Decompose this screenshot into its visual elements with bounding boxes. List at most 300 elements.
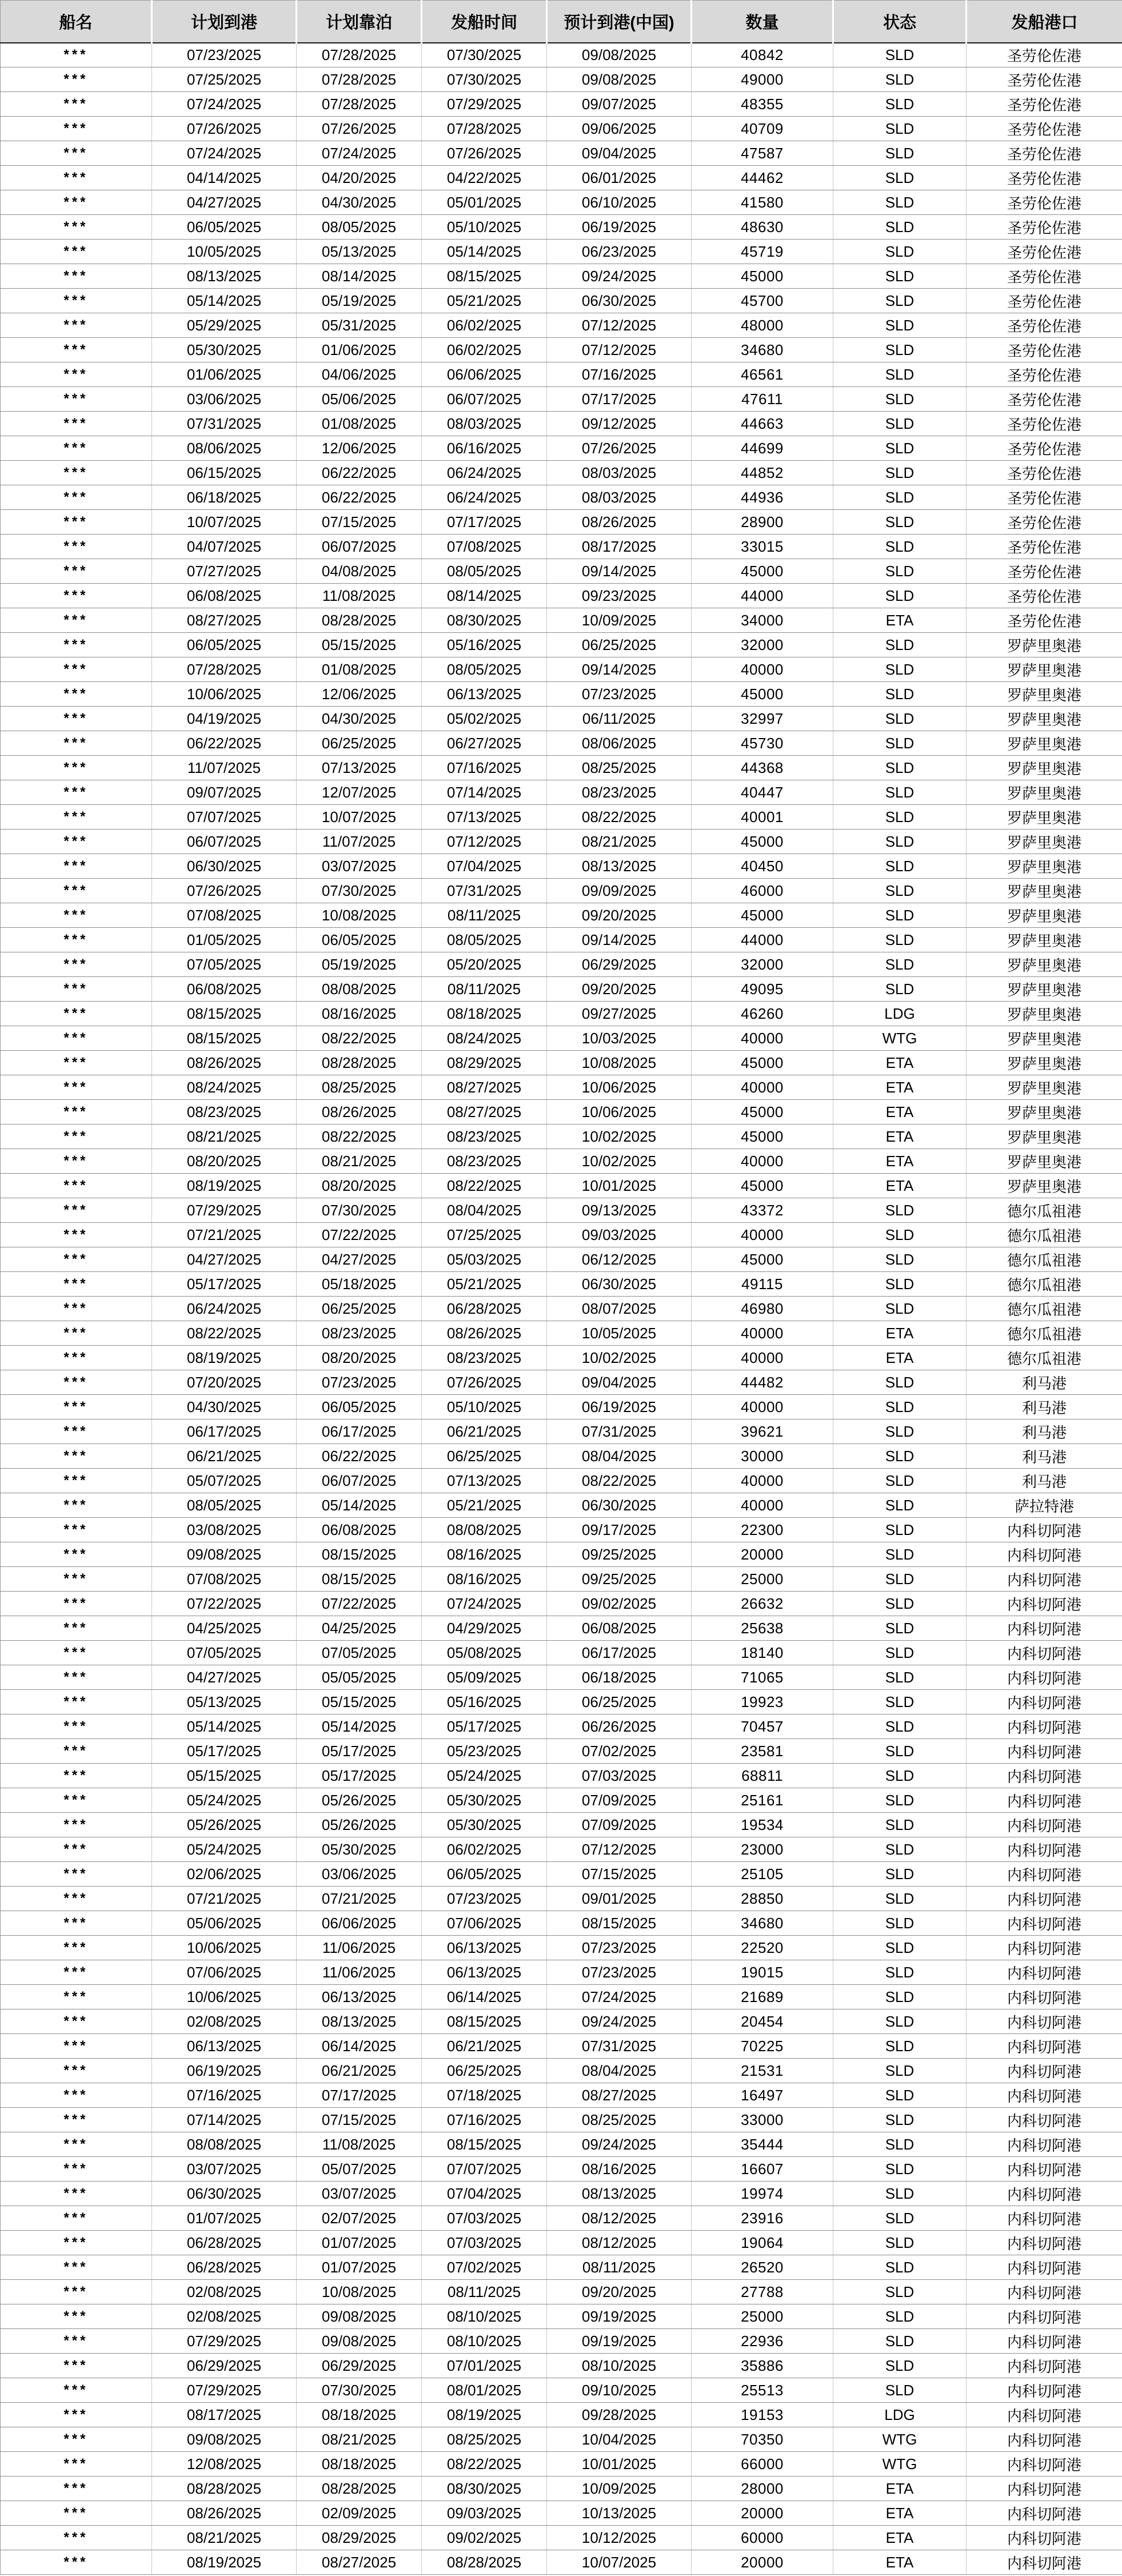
cell-departure-port: 罗萨里奥港: [967, 731, 1122, 756]
cell-departure-time: 05/24/2025: [422, 1764, 547, 1788]
cell-planned-berth: 04/25/2025: [297, 1616, 422, 1641]
cell-quantity: 34680: [692, 1911, 833, 1936]
cell-eta-china: 10/02/2025: [547, 1124, 692, 1149]
cell-ship-name-masked: ***: [1, 2083, 152, 2108]
cell-departure-port: 圣劳伦佐港: [967, 141, 1122, 166]
cell-eta-china: 09/19/2025: [547, 2304, 692, 2329]
cell-eta-china: 06/17/2025: [547, 1641, 692, 1665]
table-row: [1, 1223, 1122, 1247]
cell-planned-berth: 04/30/2025: [297, 707, 422, 731]
table-row: [1, 1518, 1122, 1542]
cell-eta-china: 09/24/2025: [547, 2132, 692, 2157]
table-row: [1, 387, 1122, 412]
cell-planned-berth: 06/05/2025: [297, 928, 422, 952]
cell-ship-name-masked: ***: [1, 215, 152, 240]
cell-ship-name-masked: ***: [1, 535, 152, 559]
cell-eta-china: 10/08/2025: [547, 1051, 692, 1075]
cell-planned-arrival: 07/05/2025: [152, 1641, 297, 1665]
cell-eta-china: 10/02/2025: [547, 1149, 692, 1174]
cell-ship-name-masked: ***: [1, 1370, 152, 1395]
cell-departure-time: 08/28/2025: [422, 2550, 547, 2575]
cell-quantity: 40000: [692, 1469, 833, 1493]
cell-status: SLD: [833, 1444, 967, 1469]
cell-departure-port: 圣劳伦佐港: [967, 535, 1122, 559]
cell-status: SLD: [833, 977, 967, 1002]
cell-planned-arrival: 07/29/2025: [152, 1198, 297, 1223]
cell-planned-arrival: 05/17/2025: [152, 1739, 297, 1764]
cell-eta-china: 09/24/2025: [547, 264, 692, 289]
cell-planned-arrival: 04/19/2025: [152, 707, 297, 731]
cell-ship-name-masked: ***: [1, 43, 152, 67]
cell-status: SLD: [833, 1764, 967, 1788]
cell-departure-port: 德尔瓜祖港: [967, 1346, 1122, 1370]
cell-departure-port: 内科切阿港: [967, 2501, 1122, 2526]
cell-planned-berth: 12/07/2025: [297, 780, 422, 805]
cell-departure-port: 罗萨里奥港: [967, 707, 1122, 731]
cell-eta-china: 08/25/2025: [547, 2108, 692, 2132]
cell-quantity: 46561: [692, 362, 833, 387]
cell-planned-berth: 08/28/2025: [297, 608, 422, 633]
cell-ship-name-masked: ***: [1, 2157, 152, 2182]
column-header-planned-berth: 计划靠泊: [297, 1, 422, 43]
cell-departure-port: 罗萨里奥港: [967, 977, 1122, 1002]
cell-planned-berth: 06/08/2025: [297, 1518, 422, 1542]
cell-departure-time: 05/21/2025: [422, 1493, 547, 1518]
cell-departure-time: 07/04/2025: [422, 854, 547, 879]
cell-planned-arrival: 01/06/2025: [152, 362, 297, 387]
table-row: [1, 436, 1122, 461]
cell-quantity: 40001: [692, 805, 833, 830]
cell-planned-arrival: 08/27/2025: [152, 608, 297, 633]
cell-quantity: 25161: [692, 1788, 833, 1813]
cell-status: SLD: [833, 584, 967, 608]
cell-departure-time: 08/05/2025: [422, 928, 547, 952]
cell-eta-china: 08/12/2025: [547, 2206, 692, 2231]
cell-status: SLD: [833, 92, 967, 117]
table-row: [1, 1272, 1122, 1297]
cell-departure-time: 06/25/2025: [422, 1444, 547, 1469]
cell-planned-berth: 07/28/2025: [297, 92, 422, 117]
cell-departure-port: 内科切阿港: [967, 2255, 1122, 2280]
cell-ship-name-masked: ***: [1, 436, 152, 461]
cell-departure-time: 06/14/2025: [422, 1985, 547, 2009]
cell-status: SLD: [833, 657, 967, 682]
cell-quantity: 21531: [692, 2059, 833, 2083]
cell-status: SLD: [833, 2206, 967, 2231]
cell-departure-time: 05/14/2025: [422, 240, 547, 264]
cell-departure-port: 内科切阿港: [967, 2378, 1122, 2403]
cell-ship-name-masked: ***: [1, 1518, 152, 1542]
cell-departure-time: 08/29/2025: [422, 1051, 547, 1075]
cell-status: SLD: [833, 2108, 967, 2132]
cell-planned-berth: 07/22/2025: [297, 1223, 422, 1247]
cell-quantity: 44482: [692, 1370, 833, 1395]
cell-planned-berth: 08/25/2025: [297, 1075, 422, 1100]
cell-planned-berth: 08/14/2025: [297, 264, 422, 289]
cell-departure-time: 08/10/2025: [422, 2304, 547, 2329]
cell-planned-berth: 12/06/2025: [297, 436, 422, 461]
cell-eta-china: 07/12/2025: [547, 338, 692, 362]
table-row: [1, 1370, 1122, 1395]
cell-planned-arrival: 08/23/2025: [152, 1100, 297, 1124]
cell-ship-name-masked: ***: [1, 1862, 152, 1887]
cell-departure-port: 利马港: [967, 1419, 1122, 1444]
cell-planned-arrival: 06/07/2025: [152, 830, 297, 854]
cell-planned-berth: 05/19/2025: [297, 952, 422, 977]
cell-planned-arrival: 02/08/2025: [152, 2009, 297, 2034]
cell-departure-port: 内科切阿港: [967, 2182, 1122, 2206]
cell-eta-china: 08/26/2025: [547, 510, 692, 535]
cell-ship-name-masked: ***: [1, 2182, 152, 2206]
cell-status: SLD: [833, 43, 967, 67]
cell-eta-china: 09/12/2025: [547, 412, 692, 436]
cell-quantity: 44000: [692, 928, 833, 952]
cell-status: SLD: [833, 510, 967, 535]
cell-status: ETA: [833, 1174, 967, 1198]
table-row: [1, 1887, 1122, 1911]
cell-departure-port: 内科切阿港: [967, 2354, 1122, 2378]
cell-planned-arrival: 08/20/2025: [152, 1149, 297, 1174]
table-body: [1, 43, 1122, 2575]
cell-planned-arrival: 01/07/2025: [152, 2206, 297, 2231]
cell-departure-port: 罗萨里奥港: [967, 780, 1122, 805]
cell-quantity: 49000: [692, 67, 833, 92]
cell-planned-berth: 06/07/2025: [297, 535, 422, 559]
cell-departure-time: 09/02/2025: [422, 2526, 547, 2550]
table-row: [1, 117, 1122, 141]
table-row: [1, 731, 1122, 756]
cell-eta-china: 09/28/2025: [547, 2403, 692, 2427]
cell-status: WTG: [833, 1026, 967, 1051]
cell-planned-arrival: 07/16/2025: [152, 2083, 297, 2108]
cell-departure-time: 08/08/2025: [422, 1518, 547, 1542]
table-row: [1, 2059, 1122, 2083]
cell-planned-berth: 12/06/2025: [297, 682, 422, 707]
table-row: [1, 2354, 1122, 2378]
cell-quantity: 45700: [692, 289, 833, 313]
cell-status: SLD: [833, 854, 967, 879]
cell-quantity: 44699: [692, 436, 833, 461]
cell-ship-name-masked: ***: [1, 1124, 152, 1149]
cell-quantity: 46260: [692, 1002, 833, 1026]
cell-departure-time: 05/01/2025: [422, 190, 547, 215]
cell-status: SLD: [833, 1641, 967, 1665]
cell-ship-name-masked: ***: [1, 264, 152, 289]
cell-quantity: 40000: [692, 1075, 833, 1100]
cell-quantity: 23000: [692, 1837, 833, 1862]
cell-eta-china: 07/02/2025: [547, 1739, 692, 1764]
cell-departure-time: 08/26/2025: [422, 1321, 547, 1346]
cell-departure-time: 07/08/2025: [422, 535, 547, 559]
table-row: [1, 190, 1122, 215]
cell-planned-arrival: 07/08/2025: [152, 903, 297, 928]
cell-departure-port: 内科切阿港: [967, 1887, 1122, 1911]
cell-eta-china: 09/02/2025: [547, 1592, 692, 1616]
cell-quantity: 22300: [692, 1518, 833, 1542]
cell-status: SLD: [833, 1739, 967, 1764]
cell-departure-time: 08/11/2025: [422, 977, 547, 1002]
cell-planned-berth: 02/09/2025: [297, 2501, 422, 2526]
cell-quantity: 25000: [692, 1567, 833, 1592]
cell-planned-berth: 04/06/2025: [297, 362, 422, 387]
cell-planned-arrival: 08/26/2025: [152, 2501, 297, 2526]
cell-ship-name-masked: ***: [1, 313, 152, 338]
cell-quantity: 68811: [692, 1764, 833, 1788]
cell-planned-arrival: 07/22/2025: [152, 1592, 297, 1616]
cell-departure-port: 圣劳伦佐港: [967, 436, 1122, 461]
cell-ship-name-masked: ***: [1, 67, 152, 92]
cell-planned-berth: 05/18/2025: [297, 1272, 422, 1297]
cell-ship-name-masked: ***: [1, 903, 152, 928]
cell-planned-berth: 07/13/2025: [297, 756, 422, 780]
table-row: [1, 1960, 1122, 1985]
cell-status: SLD: [833, 1985, 967, 2009]
cell-planned-berth: 05/19/2025: [297, 289, 422, 313]
cell-departure-port: 罗萨里奥港: [967, 928, 1122, 952]
table-row: [1, 1567, 1122, 1592]
table-row: [1, 264, 1122, 289]
cell-planned-berth: 08/23/2025: [297, 1321, 422, 1346]
cell-planned-arrival: 10/06/2025: [152, 682, 297, 707]
cell-planned-arrival: 08/19/2025: [152, 1346, 297, 1370]
cell-ship-name-masked: ***: [1, 1665, 152, 1690]
cell-departure-time: 07/12/2025: [422, 830, 547, 854]
cell-quantity: 40000: [692, 1026, 833, 1051]
cell-quantity: 25638: [692, 1616, 833, 1641]
cell-eta-china: 06/26/2025: [547, 1714, 692, 1739]
cell-ship-name-masked: ***: [1, 141, 152, 166]
cell-ship-name-masked: ***: [1, 1247, 152, 1272]
cell-status: ETA: [833, 1346, 967, 1370]
table-row: [1, 535, 1122, 559]
cell-departure-time: 06/13/2025: [422, 682, 547, 707]
cell-eta-china: 09/25/2025: [547, 1542, 692, 1567]
cell-status: SLD: [833, 633, 967, 657]
cell-ship-name-masked: ***: [1, 240, 152, 264]
cell-quantity: 70457: [692, 1714, 833, 1739]
cell-planned-berth: 11/06/2025: [297, 1936, 422, 1960]
cell-quantity: 40842: [692, 43, 833, 67]
cell-quantity: 45000: [692, 1100, 833, 1124]
cell-eta-china: 08/27/2025: [547, 2083, 692, 2108]
cell-planned-arrival: 05/29/2025: [152, 313, 297, 338]
cell-eta-china: 08/22/2025: [547, 1469, 692, 1493]
table-row: [1, 289, 1122, 313]
cell-quantity: 23916: [692, 2206, 833, 2231]
cell-planned-berth: 06/13/2025: [297, 1985, 422, 2009]
cell-departure-port: 内科切阿港: [967, 2477, 1122, 2501]
cell-planned-arrival: 08/13/2025: [152, 264, 297, 289]
cell-ship-name-masked: ***: [1, 2231, 152, 2255]
cell-status: SLD: [833, 1518, 967, 1542]
cell-eta-china: 09/20/2025: [547, 2280, 692, 2304]
cell-planned-arrival: 07/05/2025: [152, 952, 297, 977]
table-row: [1, 1419, 1122, 1444]
cell-planned-berth: 03/07/2025: [297, 2182, 422, 2206]
cell-planned-arrival: 06/28/2025: [152, 2231, 297, 2255]
cell-departure-port: 罗萨里奥港: [967, 1075, 1122, 1100]
table-row: [1, 1051, 1122, 1075]
cell-departure-port: 罗萨里奥港: [967, 1174, 1122, 1198]
column-header-planned-arrival: 计划到港: [152, 1, 297, 43]
cell-departure-time: 08/14/2025: [422, 584, 547, 608]
cell-quantity: 33000: [692, 2108, 833, 2132]
table-row: [1, 1469, 1122, 1493]
cell-departure-time: 06/24/2025: [422, 485, 547, 510]
cell-planned-arrival: 06/29/2025: [152, 2354, 297, 2378]
cell-ship-name-masked: ***: [1, 510, 152, 535]
column-header-ship-name: 船名: [1, 1, 152, 43]
cell-planned-berth: 09/08/2025: [297, 2304, 422, 2329]
cell-eta-china: 07/16/2025: [547, 362, 692, 387]
cell-ship-name-masked: ***: [1, 707, 152, 731]
cell-quantity: 20454: [692, 2009, 833, 2034]
cell-departure-port: 圣劳伦佐港: [967, 608, 1122, 633]
cell-planned-arrival: 07/29/2025: [152, 2329, 297, 2354]
cell-departure-port: 内科切阿港: [967, 2009, 1122, 2034]
cell-planned-arrival: 01/05/2025: [152, 928, 297, 952]
table-row: [1, 903, 1122, 928]
cell-departure-port: 圣劳伦佐港: [967, 559, 1122, 584]
cell-quantity: 45000: [692, 1174, 833, 1198]
cell-ship-name-masked: ***: [1, 1690, 152, 1714]
cell-departure-time: 05/08/2025: [422, 1641, 547, 1665]
cell-departure-port: 内科切阿港: [967, 2329, 1122, 2354]
cell-departure-port: 圣劳伦佐港: [967, 584, 1122, 608]
cell-eta-china: 09/04/2025: [547, 141, 692, 166]
cell-ship-name-masked: ***: [1, 2329, 152, 2354]
cell-ship-name-masked: ***: [1, 879, 152, 903]
cell-planned-berth: 08/27/2025: [297, 2550, 422, 2575]
cell-status: SLD: [833, 1960, 967, 1985]
cell-planned-arrival: 06/19/2025: [152, 2059, 297, 2083]
table-row: [1, 215, 1122, 240]
cell-departure-port: 圣劳伦佐港: [967, 510, 1122, 535]
cell-departure-time: 08/24/2025: [422, 1026, 547, 1051]
cell-planned-berth: 04/30/2025: [297, 190, 422, 215]
cell-ship-name-masked: ***: [1, 2206, 152, 2231]
cell-departure-port: 罗萨里奥港: [967, 1051, 1122, 1075]
cell-ship-name-masked: ***: [1, 1444, 152, 1469]
cell-departure-port: 圣劳伦佐港: [967, 485, 1122, 510]
cell-planned-arrival: 04/27/2025: [152, 1665, 297, 1690]
cell-eta-china: 10/06/2025: [547, 1075, 692, 1100]
cell-status: WTG: [833, 2427, 967, 2452]
cell-departure-time: 07/16/2025: [422, 756, 547, 780]
cell-ship-name-masked: ***: [1, 1419, 152, 1444]
cell-departure-port: 内科切阿港: [967, 1592, 1122, 1616]
cell-departure-port: 德尔瓜祖港: [967, 1272, 1122, 1297]
cell-status: SLD: [833, 1862, 967, 1887]
cell-status: SLD: [833, 2255, 967, 2280]
cell-ship-name-masked: ***: [1, 2108, 152, 2132]
cell-departure-time: 05/16/2025: [422, 1690, 547, 1714]
cell-status: SLD: [833, 1887, 967, 1911]
cell-departure-port: 圣劳伦佐港: [967, 338, 1122, 362]
cell-ship-name-masked: ***: [1, 461, 152, 485]
cell-quantity: 23581: [692, 1739, 833, 1764]
cell-departure-time: 08/18/2025: [422, 1002, 547, 1026]
cell-departure-port: 圣劳伦佐港: [967, 412, 1122, 436]
cell-quantity: 45000: [692, 903, 833, 928]
cell-eta-china: 09/14/2025: [547, 657, 692, 682]
cell-departure-time: 04/29/2025: [422, 1616, 547, 1641]
cell-status: SLD: [833, 1223, 967, 1247]
cell-status: SLD: [833, 2354, 967, 2378]
cell-eta-china: 09/25/2025: [547, 1567, 692, 1592]
cell-status: SLD: [833, 485, 967, 510]
cell-departure-time: 05/21/2025: [422, 289, 547, 313]
cell-planned-berth: 08/26/2025: [297, 1100, 422, 1124]
cell-quantity: 35444: [692, 2132, 833, 2157]
table-row: [1, 1321, 1122, 1346]
cell-departure-port: 内科切阿港: [967, 1911, 1122, 1936]
cell-ship-name-masked: ***: [1, 1026, 152, 1051]
cell-ship-name-masked: ***: [1, 1788, 152, 1813]
cell-eta-china: 08/03/2025: [547, 485, 692, 510]
cell-status: SLD: [833, 1837, 967, 1862]
table-row: [1, 805, 1122, 830]
table-row: [1, 412, 1122, 436]
cell-departure-time: 05/30/2025: [422, 1788, 547, 1813]
cell-planned-berth: 11/07/2025: [297, 830, 422, 854]
cell-planned-berth: 05/06/2025: [297, 387, 422, 412]
cell-eta-china: 10/04/2025: [547, 2427, 692, 2452]
cell-ship-name-masked: ***: [1, 1887, 152, 1911]
cell-quantity: 19923: [692, 1690, 833, 1714]
cell-departure-time: 07/02/2025: [422, 2255, 547, 2280]
cell-status: SLD: [833, 313, 967, 338]
cell-departure-port: 内科切阿港: [967, 2059, 1122, 2083]
cell-departure-time: 07/03/2025: [422, 2231, 547, 2255]
cell-quantity: 40000: [692, 657, 833, 682]
cell-planned-berth: 11/08/2025: [297, 584, 422, 608]
cell-quantity: 19064: [692, 2231, 833, 2255]
cell-planned-arrival: 09/08/2025: [152, 2427, 297, 2452]
cell-departure-port: 罗萨里奥港: [967, 1124, 1122, 1149]
cell-eta-china: 08/21/2025: [547, 830, 692, 854]
cell-planned-arrival: 08/26/2025: [152, 1051, 297, 1075]
cell-departure-port: 圣劳伦佐港: [967, 117, 1122, 141]
cell-planned-berth: 06/06/2025: [297, 1911, 422, 1936]
cell-planned-arrival: 08/21/2025: [152, 1124, 297, 1149]
table-row: [1, 1739, 1122, 1764]
table-row: [1, 657, 1122, 682]
cell-ship-name-masked: ***: [1, 756, 152, 780]
cell-ship-name-masked: ***: [1, 608, 152, 633]
cell-planned-berth: 05/13/2025: [297, 240, 422, 264]
cell-quantity: 49115: [692, 1272, 833, 1297]
column-header-eta-china: 预计到港(中国): [547, 1, 692, 43]
cell-departure-time: 07/24/2025: [422, 1592, 547, 1616]
cell-quantity: 25513: [692, 2378, 833, 2403]
cell-status: SLD: [833, 1911, 967, 1936]
cell-departure-port: 罗萨里奥港: [967, 1002, 1122, 1026]
cell-planned-berth: 07/22/2025: [297, 1592, 422, 1616]
cell-quantity: 40447: [692, 780, 833, 805]
cell-status: SLD: [833, 1567, 967, 1592]
cell-ship-name-masked: ***: [1, 2280, 152, 2304]
cell-planned-arrival: 02/08/2025: [152, 2304, 297, 2329]
cell-planned-arrival: 07/28/2025: [152, 657, 297, 682]
cell-ship-name-masked: ***: [1, 854, 152, 879]
cell-quantity: 32000: [692, 952, 833, 977]
cell-departure-port: 圣劳伦佐港: [967, 362, 1122, 387]
table-row: [1, 1616, 1122, 1641]
cell-quantity: 21689: [692, 1985, 833, 2009]
cell-eta-china: 09/10/2025: [547, 2378, 692, 2403]
cell-quantity: 28900: [692, 510, 833, 535]
